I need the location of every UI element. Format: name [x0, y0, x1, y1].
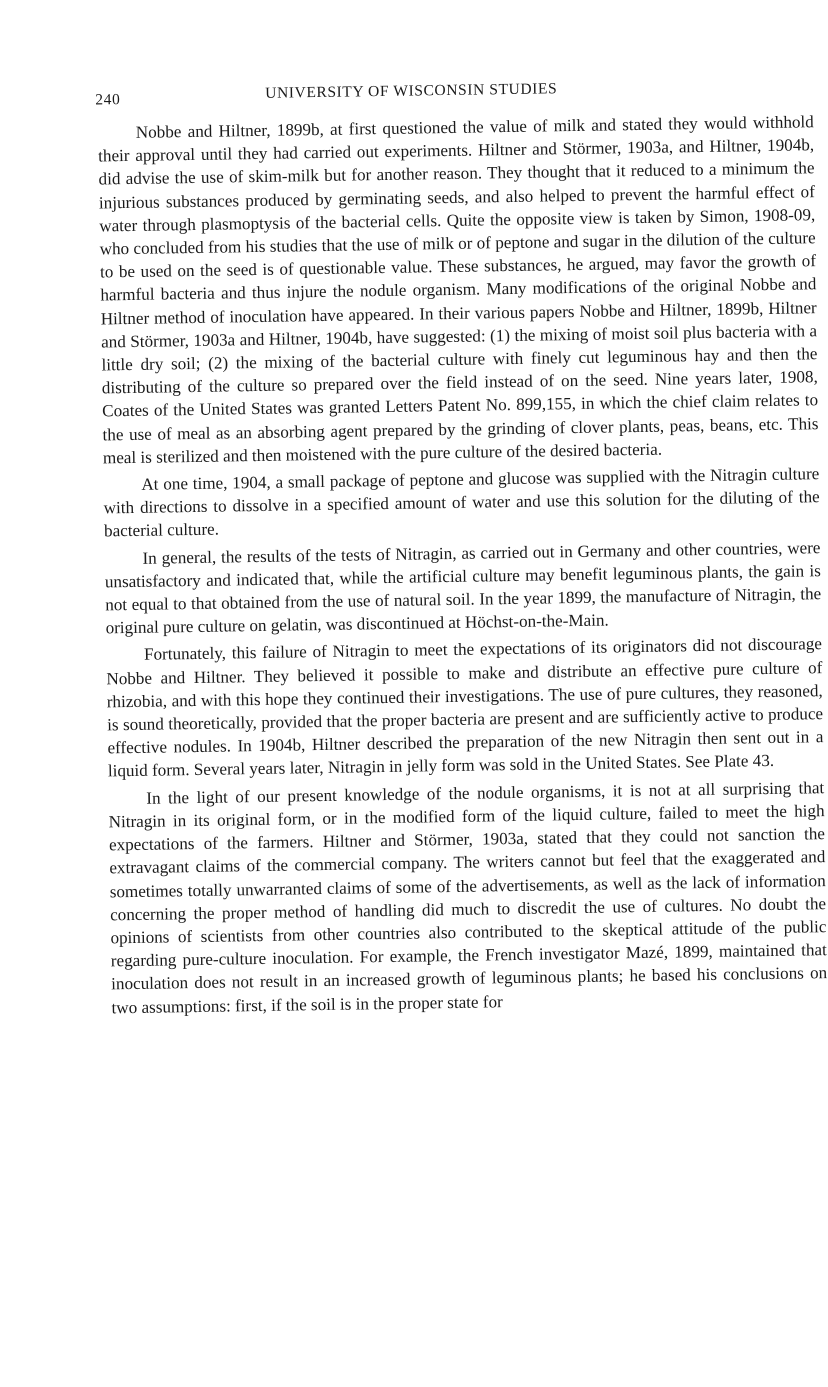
body-text	[98, 110, 828, 1023]
paragraph-3: In general, the results of the tests of Nitragin, as carried out in Germany and other countries, were unsatisfactory and indicated that, while the artificial culture may benefit leguminous plants, the gain is not equal to that obtained from the use of natural soil. In the year 1899, the manufacture of Nitragin, the original pure culture on gelatin, was discontinued at Höchst-on-the-Main.	[104, 537, 822, 638]
running-title: UNIVERSITY OF WISCONSIN STUDIES	[265, 80, 558, 102]
paragraph-4: Fortunately, this failure of Nitragin to meet the expectations of its originators did not discourage Nobbe and Hiltner. They believed it possible to make and distribute an effective pure culture of rhizobia, and with this hope they continued their investigations. The use of pure cultures, they reasoned, is sound theoretically, provided that the proper bacteria are present and are sufficiently active to produce effective nodules. In 1904b, Hiltner described the preparation of the new Nitragin then sent out in a liquid form. Several years later, Nitragin in jelly form was sold in the United States. See Plate 43.	[106, 634, 824, 781]
paragraph-1: Nobbe and Hiltner, 1899b, at first questioned the value of milk and stated they would withhold their approval until they had carried out experiments. Hiltner and Störmer, 1903a, and Hiltner, 1904b, did advise the use of skim-milk but for another reason. They thought that it reduced to a minimum the injurious substances produced by germinating seeds, and also helped to prevent the harmful effect of water through plasmoptysis of the bacterial cells. Quite the opposite view is taken by Simon, 1908-09, who concluded from his studies that the use of milk or of peptone and sugar in the dilution of the culture to be used on the seed is of questionable value. These substances, he argued, may favor the growth of harmful bacteria and thus injure the nodule organism. Many modifications of the original Nobbe and Hiltner method of inoculation have appeared. In their various papers Nobbe and Hiltner, 1899b, Hiltner and Störmer, 1903a and Hiltner, 1904b, have suggested: (1) the mixing of moist soil plus bacteria with a little dry soil; (2) the mixing of the bacterial culture with finely cut leguminous hay and then the distributing of the culture so prepared over the field instead of on the seed. Nine years later, 1908, Coates of the United States was granted Letters Patent No. 899,155, in which the chief claim relates to the use of meal as an absorbing agent prepared by the grinding of clover plants, peas, beans, etc. This meal is sterilized and then moistened with the pure culture of the desired bacteria.	[98, 112, 819, 468]
paragraph-5: In the light of our present knowledge of the nodule organisms, it is not at all surprising that Nitragin in its original form, or in the modified form of the liquid culture, failed to meet the high expectations of the farmers. Hiltner and Störmer, 1903a, stated that they could not sanction the extravagant claims of the commercial company. The writers cannot but feel that the exaggerated and sometimes totally unwarranted claims of some of the advertisements, as well as the lack of information concerning the proper method of handling did much to discredit the use of cultures. No doubt the opinions of scientists from other countries also contributed to the skeptical attitude of the public regarding pure-culture inoculation. For example, the French investigator Mazé, 1899, maintained that inoculation does not result in an increased growth of leguminous plants; he based his conclusions on two assumptions: first, if the soil is in the proper state for	[108, 777, 828, 1017]
page-number: 240	[95, 91, 121, 109]
paragraph-2: At one time, 1904, a small package of peptone and glucose was supplied with the Nitragin culture with directions to dissolve in a specified amount of water and use this solution for the diluting of the bacterial culture.	[103, 464, 820, 541]
page-header	[95, 76, 815, 113]
